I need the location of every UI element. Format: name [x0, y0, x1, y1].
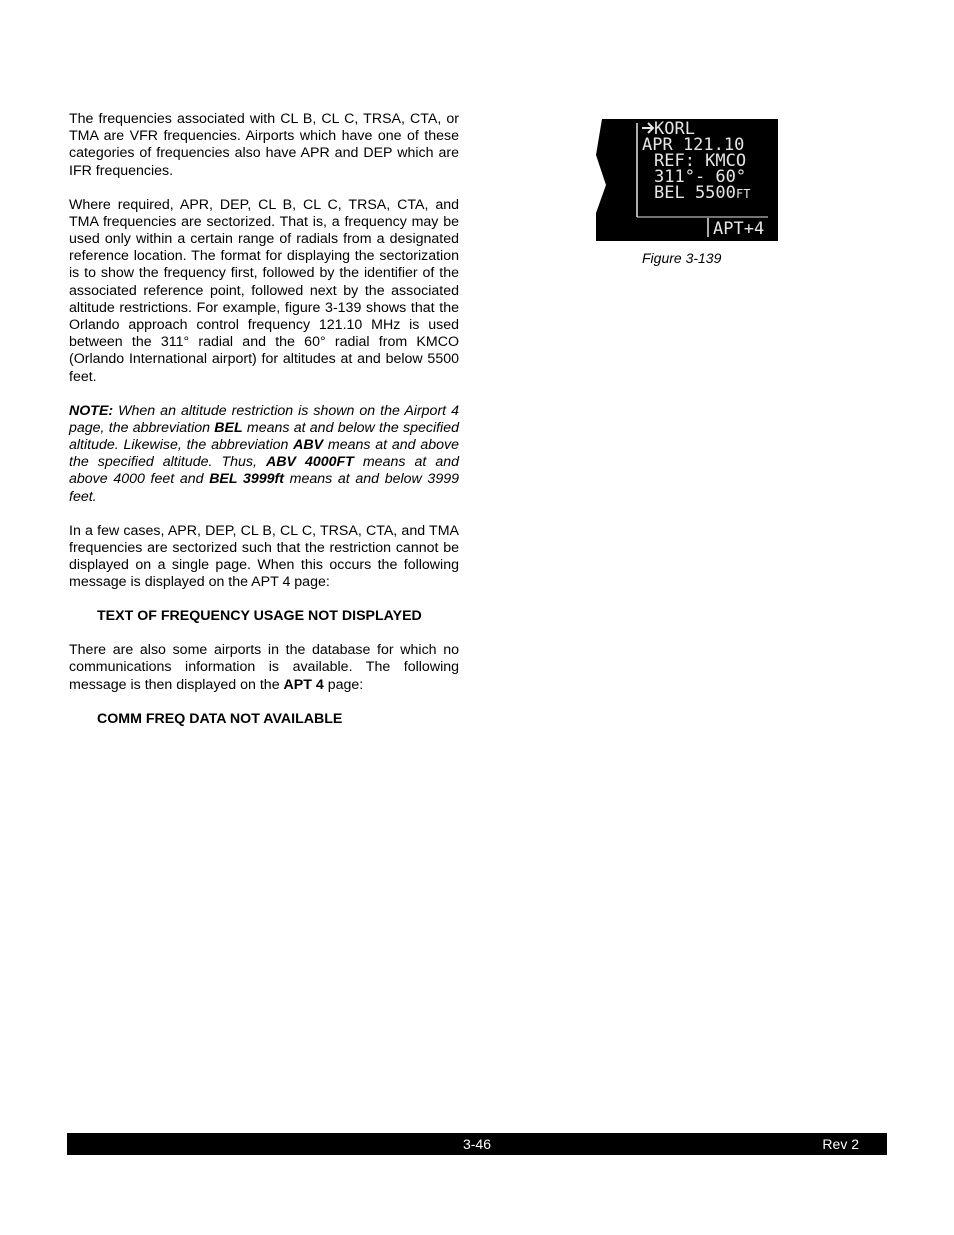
message-text-not-displayed: TEXT OF FREQUENCY USAGE NOT DISPLAYED: [97, 608, 422, 625]
message-comm-freq-not-available: COMM FREQ DATA NOT AVAILABLE: [97, 710, 343, 727]
paragraph-sectorization: Where required, APR, DEP, CL B, CL C, TRSA, CTA, and TMA frequencies are sectorized. That is, a frequency may be used only within a certain range of radials from a designated reference location. The format for displaying the sectorization is to show the frequency first, followed by the identifier of the associated reference point, followed next by the associated altitude restrictions. For example, figure 3-139 shows that the Orlando approach control frequency 121.10 MHz is used between the 311° radial and the 60° radial from KMCO (Orlando International airport) for altitudes at and below 5500 feet.: [69, 196, 459, 385]
paragraph-no-comm-info: [69, 642, 459, 694]
figure-caption: Figure 3-139: [642, 250, 722, 266]
note-text-5: means at and below 3999 feet.: [69, 471, 459, 505]
display-reference: REF: KMCO: [654, 151, 747, 171]
page-number: 3-46: [462, 1136, 492, 1152]
note-text-1: When an altitude restriction is shown on the Airport 4 page, the abbreviation: [69, 402, 459, 436]
note-text-2: means at and below the specified altitude. Likewise, the abbreviation: [69, 419, 459, 454]
note-bel: BEL: [214, 419, 243, 436]
note-abv: ABV: [293, 437, 324, 454]
note-paragraph: [69, 403, 459, 506]
paragraph-sectorized-restriction: In a few cases, APR, DEP, CL B, CL C, TRSA, CTA, and TMA frequencies are sectorized such that the restriction cannot be displayed on a single page. When this occurs the following message is displayed on the APT 4 page:: [69, 522, 459, 591]
note-text-4: means at and above 4000 feet and: [69, 454, 459, 488]
gps-display-screen: [596, 119, 778, 241]
gps-display-figure: [596, 119, 778, 241]
display-altitude: BEL 5500: [654, 183, 736, 203]
note-abv-4000: ABV 4000FT: [265, 454, 354, 471]
page-footer: [67, 1133, 887, 1155]
display-page-label: APT+4: [713, 219, 765, 239]
revision-label: Rev 2: [822, 1136, 859, 1152]
paragraph-vfr-frequencies: The frequencies associated with CL B, CL C, TRSA, CTA, or TMA are VFR frequencies. Airports which have one of these categories of frequencies also have APR and DEP which are IFR frequencies.: [69, 111, 459, 179]
display-waypoint: KORL: [654, 119, 695, 139]
note-text-3: means at and above the specified altitude. Thus,: [69, 437, 459, 471]
p4-text-b: page:: [323, 676, 364, 693]
display-altitude-unit: FT: [736, 187, 751, 201]
note-label: NOTE:: [69, 402, 114, 419]
body-text-column: [69, 111, 459, 745]
p4-apt4: APT 4: [283, 676, 324, 693]
note-bel-3999: BEL 3999ft: [209, 471, 284, 488]
p4-text-a: There are also some airports in the database for which no communications information is available. The following message is then displayed on the: [69, 642, 459, 693]
display-frequency: APR 121.10: [642, 135, 745, 155]
display-radials: 311°- 60°: [654, 167, 747, 187]
